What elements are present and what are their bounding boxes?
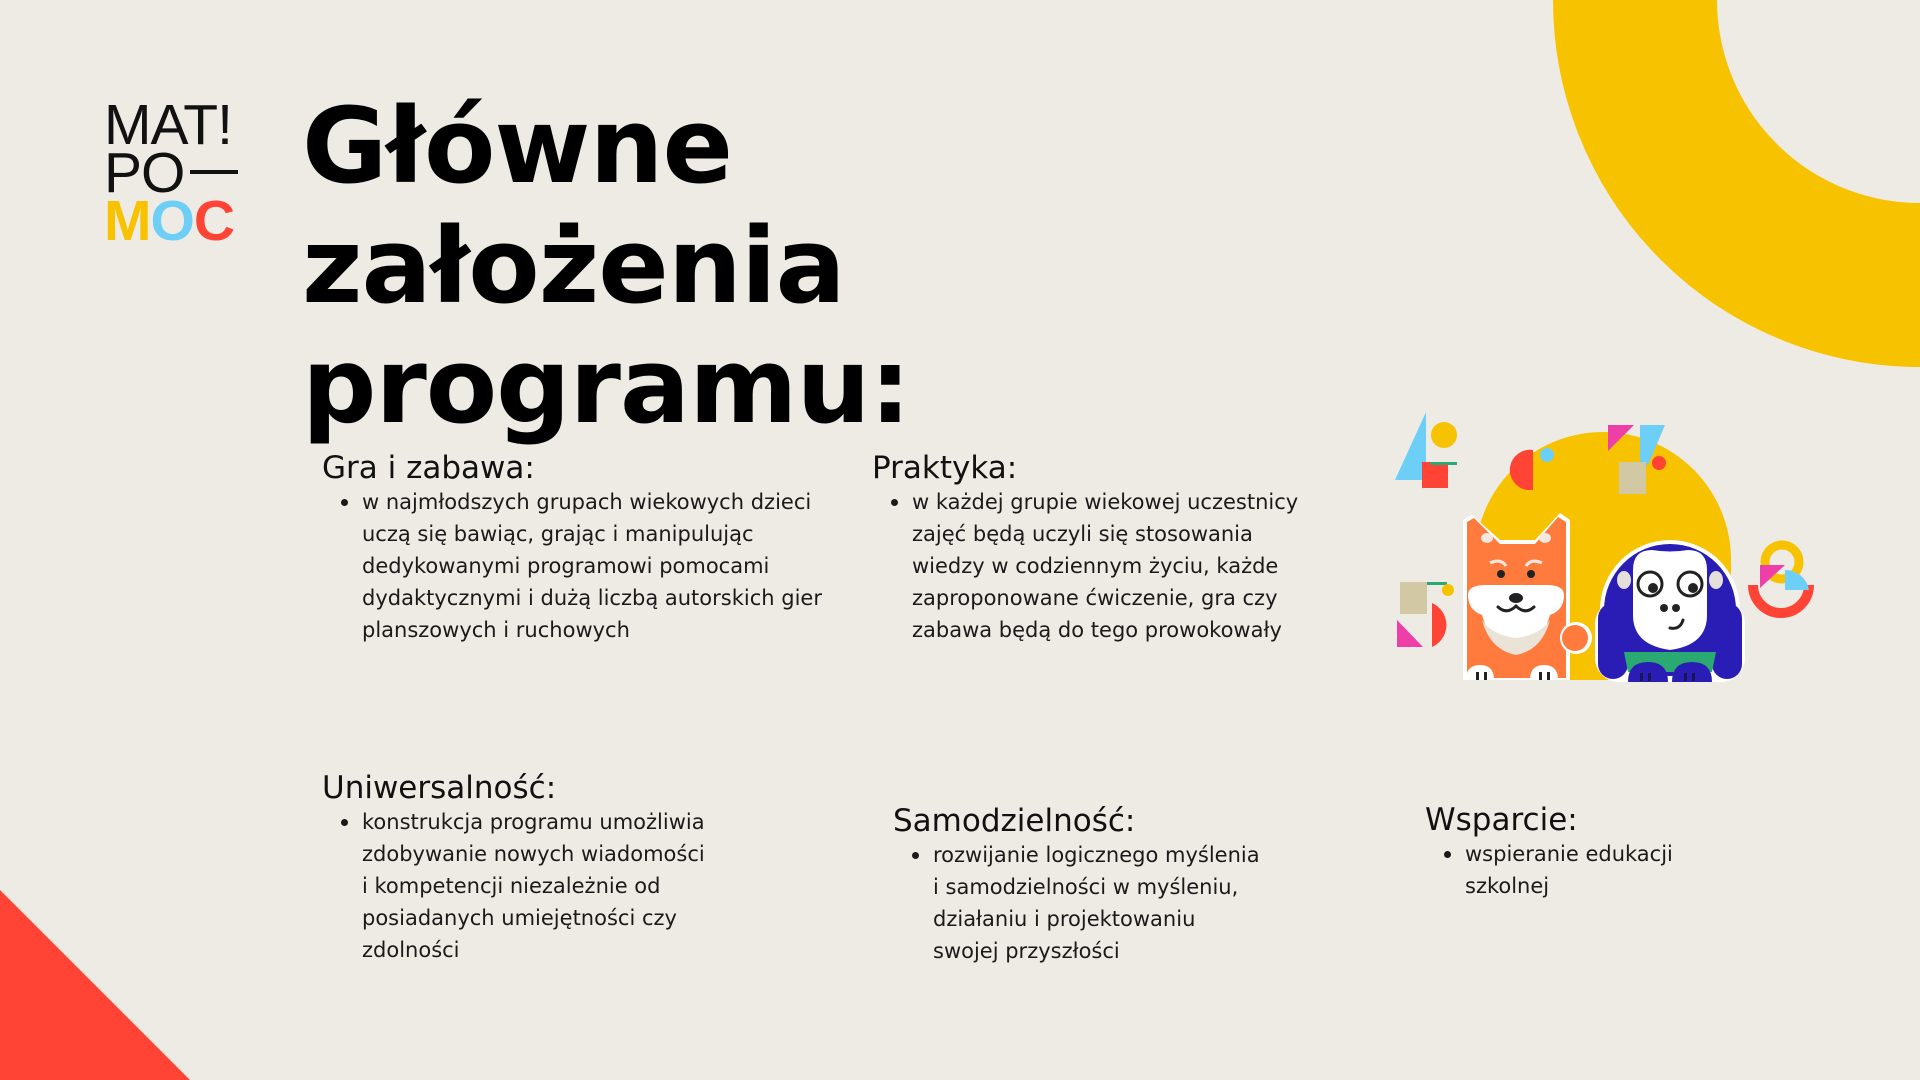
yellow-dot-shape	[1431, 422, 1457, 448]
bullet-line: uczą się bawiąc, grając i manipulując	[362, 522, 754, 546]
green-bar-shape	[1430, 462, 1457, 465]
logo-dash	[190, 170, 238, 174]
bullet-line: rozwijanie logicznego myślenia	[933, 843, 1260, 867]
bullet-line: zdolności	[362, 938, 460, 962]
bullet-item	[1465, 838, 1673, 902]
bullet-line: dedykowanymi programowi pomocami	[362, 554, 770, 578]
section-heading: Uniwersalność:	[322, 770, 557, 806]
red-half-circle-shape-2	[1432, 603, 1446, 647]
pink-triangle-shape-2	[1397, 620, 1423, 647]
bullet-line: w najmłodszych grupach wiekowych dzieci	[362, 490, 812, 514]
bullet-item	[912, 486, 1298, 646]
section-heading: Gra i zabawa:	[322, 450, 535, 486]
logo-letter-m: M	[104, 189, 151, 253]
blue-triangle-shape	[1395, 412, 1426, 480]
bullet-line: zajęć będą uczyli się stosowania	[912, 522, 1253, 546]
logo-letter-o: O	[150, 189, 194, 253]
section-wsparcie	[1425, 802, 1673, 902]
section-heading: Samodzielność:	[893, 803, 1136, 839]
illustration-svg	[1390, 410, 1820, 690]
section-gra-i-zabawa	[322, 450, 822, 646]
bullet-line: zaproponowane ćwiczenie, gra czy	[912, 586, 1278, 610]
bullet-line: planszowych i ruchowych	[362, 618, 630, 642]
bullet-line: posiadanych umiejętności czy	[362, 906, 677, 930]
section-samodzielnosc	[893, 803, 1260, 967]
red-dot-shape	[1652, 456, 1666, 470]
logo-row-1: MAT!	[104, 93, 232, 157]
bullet-item	[362, 486, 822, 646]
bullet-line: szkolnej	[1465, 874, 1550, 898]
bullet-item	[362, 806, 705, 966]
bullet-line: swojej przyszłości	[933, 939, 1120, 963]
bullet-list	[1425, 838, 1673, 902]
logo-row-3	[104, 189, 244, 253]
logo-letter-c: C	[193, 189, 234, 253]
section-heading: Wsparcie:	[1425, 802, 1578, 838]
title-line-1: Główne założenia	[302, 85, 845, 327]
section-uniwersalnosc	[322, 770, 705, 966]
bullet-line: konstrukcja programu umożliwia	[362, 810, 705, 834]
bullet-line: działaniu i projektowaniu	[933, 907, 1196, 931]
bullet-list	[322, 486, 822, 646]
beige-square-shape	[1619, 462, 1646, 494]
bullet-line: wiedzy w codziennym życiu, każde	[912, 554, 1279, 578]
bullet-line: i kompetencji niezależnie od	[362, 874, 661, 898]
red-square-shape	[1422, 462, 1448, 488]
logo-po: PO	[104, 141, 185, 205]
bullet-line: i samodzielności w myśleniu,	[933, 875, 1239, 899]
bullet-line: dydaktycznymi i dużą liczbą autorskich gier	[362, 586, 822, 610]
blue-dot-shape	[1540, 448, 1554, 462]
title-line-2: programu:	[302, 325, 911, 447]
decorative-yellow-ring	[1553, 0, 1920, 367]
bullet-line: zabawa będą do tego prowokowały	[912, 618, 1282, 642]
bullet-list	[872, 486, 1298, 646]
section-heading: Praktyka:	[872, 450, 1018, 486]
illustration-dog-and-monkey	[1390, 410, 1820, 690]
matipomoc-logo	[104, 93, 244, 253]
bullet-list	[322, 806, 705, 966]
bullet-line: zdobywanie nowych wiadomości	[362, 842, 705, 866]
bullet-line: wspieranie edukacji	[1465, 842, 1673, 866]
bullet-list	[893, 839, 1260, 967]
decorative-red-triangle	[0, 890, 190, 1080]
page-title	[302, 86, 1302, 446]
section-praktyka	[872, 450, 1298, 646]
beige-square-shape-2	[1400, 582, 1427, 614]
bullet-item	[933, 839, 1260, 967]
bullet-line: w każdej grupie wiekowej uczestnicy	[912, 490, 1299, 514]
